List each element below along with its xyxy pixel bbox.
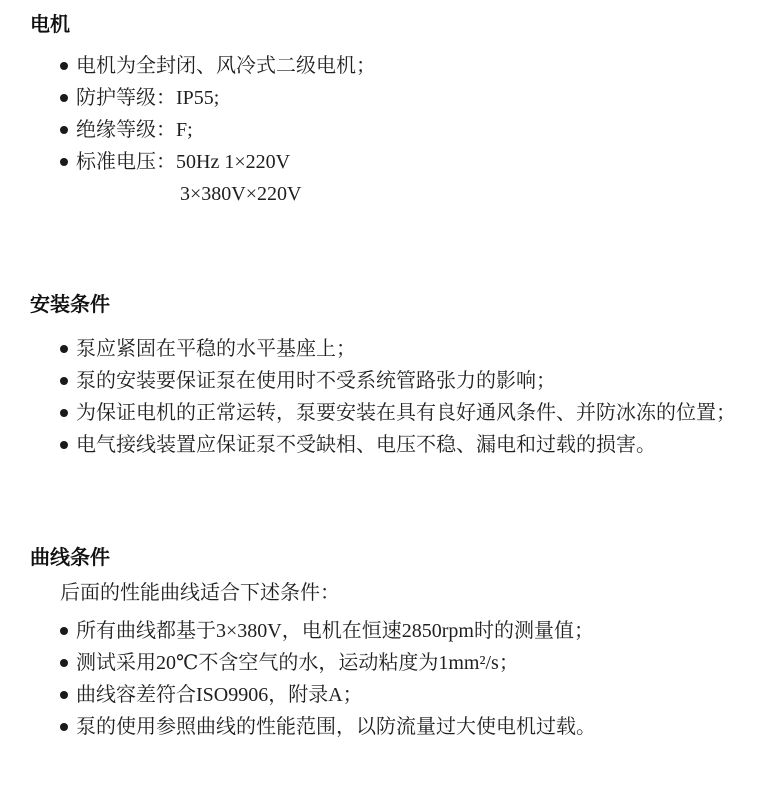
- curve-bullet-list: [0, 615, 780, 743]
- list-item-text: 电气接线装置应保证泵不受缺相、电压不稳、漏电和过载的损害。: [76, 434, 656, 456]
- bullet-icon: [60, 659, 68, 667]
- list-item-continuation: [60, 178, 780, 210]
- bullet-icon: [60, 441, 68, 449]
- bullet-icon: [60, 409, 68, 417]
- section-title-installation: 安装条件: [30, 294, 110, 316]
- motor-bullet-list: [0, 50, 780, 210]
- bullet-icon: [60, 158, 68, 166]
- list-item: [60, 333, 780, 365]
- bullet-icon: [60, 126, 68, 134]
- list-item: [60, 679, 780, 711]
- list-item: [60, 146, 780, 178]
- section-curve: [0, 546, 780, 743]
- list-item-text: 泵的使用参照曲线的性能范围，以防流量过大使电机过载。: [76, 716, 596, 738]
- installation-bullet-list: [0, 333, 780, 461]
- list-item-text: 绝缘等级：F;: [76, 119, 193, 141]
- bullet-icon: [60, 345, 68, 353]
- list-item: [60, 50, 780, 82]
- section-title-curve: 曲线条件: [30, 547, 110, 569]
- list-item: [60, 615, 780, 647]
- list-item: [60, 397, 780, 429]
- list-item-text: 泵的安装要保证泵在使用时不受系统管路张力的影响；: [76, 370, 556, 392]
- curve-intro-text: 后面的性能曲线适合下述条件：: [60, 582, 340, 604]
- list-item-text: 3×380V×220V: [180, 183, 302, 205]
- section-title-motor: 电机: [30, 14, 70, 36]
- list-item-text: 曲线容差符合ISO9906，附录A；: [76, 684, 363, 706]
- bullet-icon: [60, 691, 68, 699]
- list-item: [60, 711, 780, 743]
- list-item-text: 标准电压：50Hz 1×220V: [76, 151, 291, 173]
- list-item: [60, 365, 780, 397]
- list-item: [60, 647, 780, 679]
- bullet-icon: [60, 62, 68, 70]
- section-installation: [0, 293, 780, 461]
- list-item: [60, 429, 780, 461]
- list-item-text: 电机为全封闭、风冷式二级电机；: [76, 55, 376, 77]
- list-item: [60, 82, 780, 114]
- list-item-text: 为保证电机的正常运转，泵要安装在具有良好通风条件、并防冰冻的位置；: [76, 402, 736, 424]
- bullet-icon: [60, 723, 68, 731]
- list-item-text: 测试采用20℃不含空气的水，运动粘度为1mm²/s；: [76, 652, 519, 674]
- bullet-icon: [60, 377, 68, 385]
- list-item-text: 所有曲线都基于3×380V，电机在恒速2850rpm时的测量值；: [76, 620, 594, 642]
- section-motor: [0, 13, 780, 210]
- list-item: [60, 114, 780, 146]
- list-item-text: 泵应紧固在平稳的水平基座上；: [76, 338, 356, 360]
- list-item-text: 防护等级：IP55;: [76, 87, 220, 109]
- bullet-icon: [60, 94, 68, 102]
- bullet-icon: [60, 627, 68, 635]
